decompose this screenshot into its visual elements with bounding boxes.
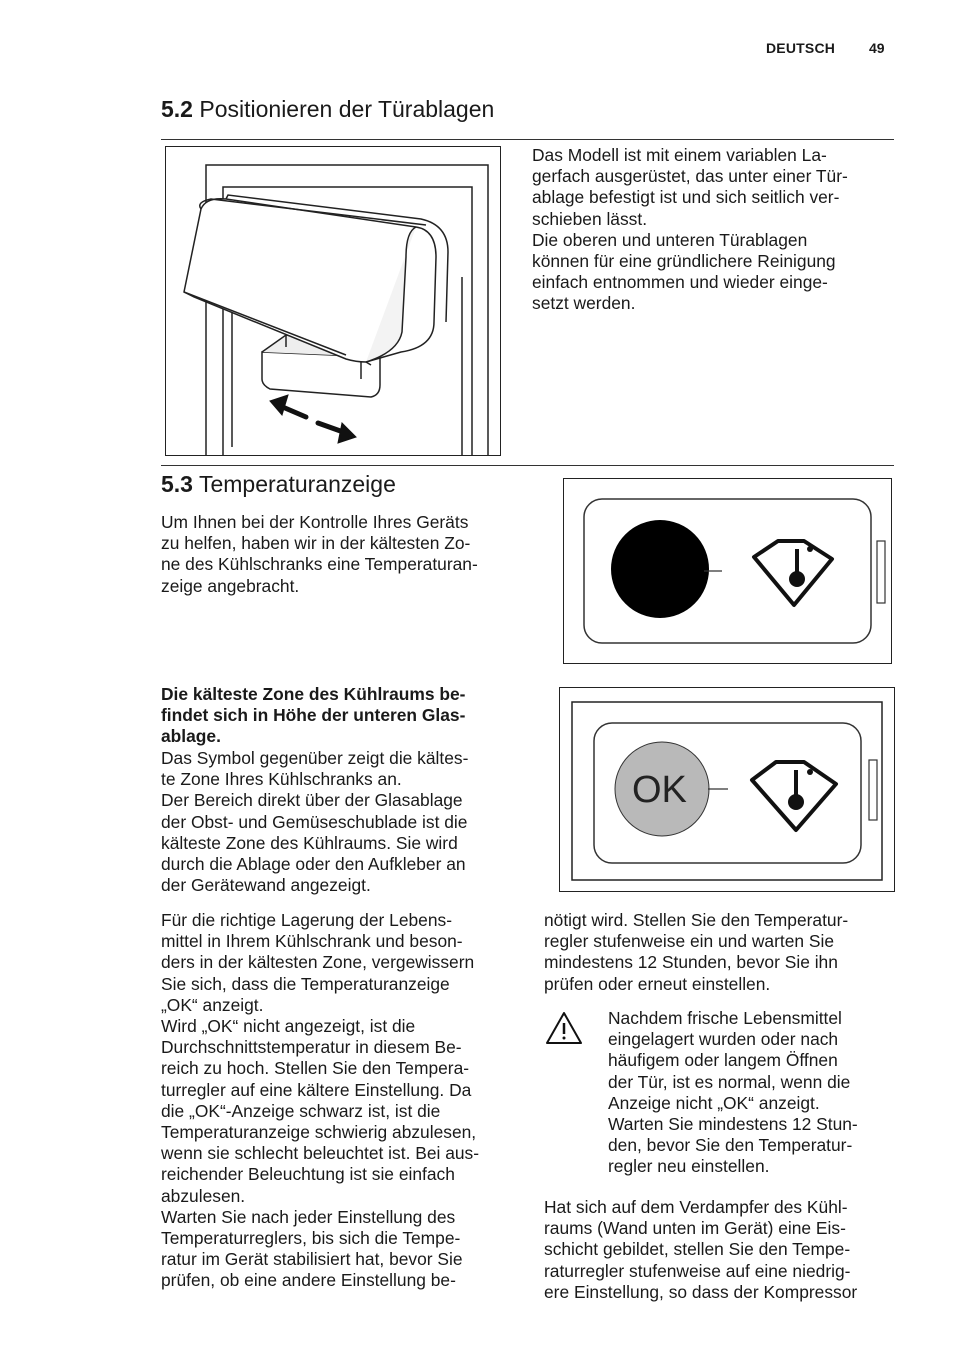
- door-shelf-illustration: [166, 147, 500, 455]
- section-5-2-text: Das Modell ist mit einem variablen La- gerfach ausgerüstet, das unter einer Tür- ablage befestigt ist und sich seitlich ver- schieben lässt. Die oberen und unteren Türablagen können für eine gründlichere Reinigung einfach entnommen und wieder einge- setzt werden.: [532, 145, 848, 314]
- indicator-figure-black: [563, 478, 892, 664]
- coldest-zone-text: Das Symbol gegenüber zeigt die kältes- te Zone Ihres Kühlschranks an. Der Bereich direkt über der Glasablage der Obst- und Gemüseschublade ist die kälteste Zone des Kühlraums. Sie wird durch die Ablage oder den Aufkleber an der Gerätewand angezeigt.: [161, 748, 469, 896]
- section-number: 5.3: [161, 471, 193, 497]
- header-language: DEUTSCH: [766, 40, 836, 56]
- coldest-zone-note: Die kälteste Zone des Kühlraums be- findet sich in Höhe der unteren Glas- ablage.: [161, 684, 466, 747]
- storage-text: Für die richtige Lagerung der Lebens- mittel in Ihrem Kühlschrank und beson- ders in der kältesten Zone, vergewissern Sie sich, dass die Temperaturanzeige „OK“ anzeigt. Wird „OK“ nicht angezeigt, ist die Durchschnittstemperatur in diesem Be- reich zu hoch. Stellen Sie den Tempera- turregler auf eine kältere Einstellung. Da die „OK“-Anzeige schwarz ist, ist die Temperaturanzeige schwierig abzulesen, wenn sie schlecht beleuchtet ist. Bei aus- reichender Beleuchtung ist sie einfach abzulesen. Warten Sie nach jeder Einstellung des Temperaturreglers, bis sich die Tempe- ratur im Gerät stabilisiert hat, bevor Sie prüfen, ob eine andere Einstellung be-: [161, 910, 480, 1291]
- indicator-figure-ok: [559, 687, 895, 892]
- indicator-ok-label: OK: [632, 769, 687, 811]
- evaporator-text: Hat sich auf dem Verdampfer des Kühl- raums (Wand unten im Gerät) eine Eis- schicht gebildet, stellen Sie den Tempe- raturregler stufenweise auf eine niedrig- ere Einstellung, so dass der Kompressor: [544, 1197, 858, 1302]
- section-number: 5.2: [161, 96, 193, 122]
- page-number: 49: [869, 40, 885, 56]
- section-rule: [161, 139, 894, 140]
- thermometer-indicator-icon: [560, 688, 894, 891]
- continued-text: nötigt wird. Stellen Sie den Temperatur- regler stufenweise ein und warten Sie mindestens 12 Stunden, bevor Sie ihn prüfen oder erneut einstellen.: [544, 910, 849, 994]
- section-rule: [161, 465, 894, 466]
- warning-text: Nachdem frische Lebensmittel eingelagert wurden oder nach häufigem oder langem Öffnen der Tür, ist es normal, wenn die Anzeige nicht „OK“ anzeigt. Warten Sie mindestens 12 Stun- den, bevor Sie den Temperatur- regler neu einstellen.: [608, 1008, 858, 1177]
- temperature-symbol: [754, 541, 832, 605]
- door-shelf-figure: [165, 146, 501, 456]
- section-heading-5-3: [161, 471, 396, 498]
- warning-triangle-icon: [544, 1010, 584, 1046]
- section-title: Positionieren der Türablagen: [199, 96, 495, 122]
- section-heading-5-2: [161, 96, 494, 123]
- thermometer-indicator-icon: [564, 479, 891, 663]
- temperature-symbol: [752, 762, 836, 830]
- section-title: Temperaturanzeige: [198, 471, 396, 497]
- section-5-3-intro: Um Ihnen bei der Kontrolle Ihres Geräts zu helfen, haben wir in der kältesten Zo- ne des Kühlschranks eine Temperaturan- zeige angebracht.: [161, 512, 478, 596]
